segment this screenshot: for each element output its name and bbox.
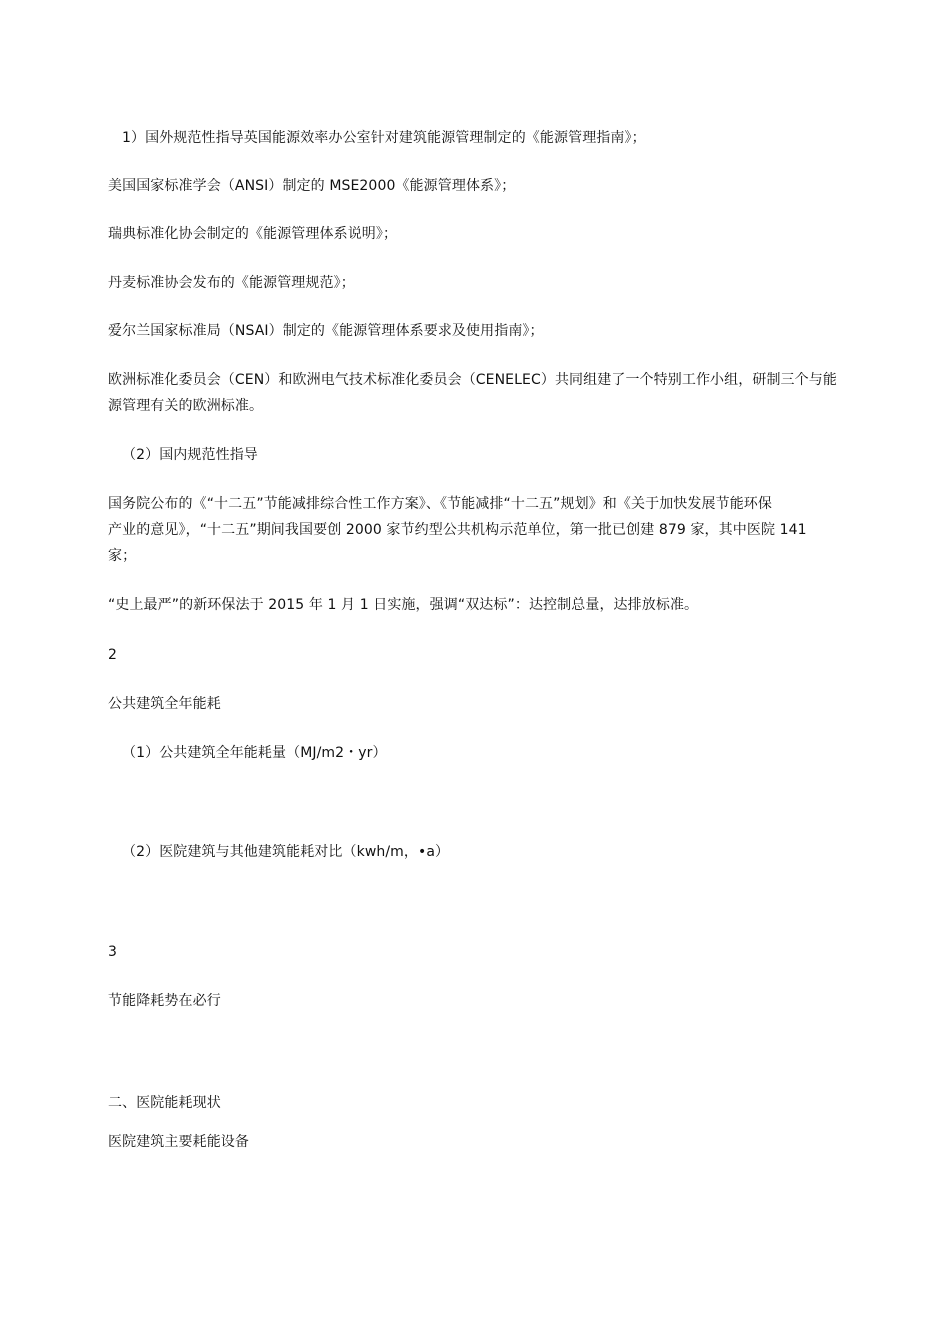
section-3-number: 3 xyxy=(108,944,118,960)
hospital-status-heading: 二、医院能耗现状 xyxy=(108,1095,221,1111)
sweden-standard-item: 瑞典标准化协会制定的《能源管理体系说明》； xyxy=(108,226,398,242)
state-council-line-2: 产业的意见》，“十二五”期间我国要创 2000 家节约型公共机构示范单位，第一批已创建 879 家，其中医院 141 xyxy=(108,522,807,538)
ansi-standard-item: 美国国家标准学会（ANSI）制定的 MSE2000《能源管理体系》； xyxy=(108,178,516,194)
state-council-line-1: 国务院公布的《“十二五”节能减排综合性工作方案》、《节能减排“十二五”规划》和《关于加快发展节能环保 xyxy=(108,496,773,512)
denmark-standard-item: 丹麦标准协会发布的《能源管理规范》； xyxy=(108,275,355,291)
state-council-paragraph xyxy=(108,491,807,569)
state-council-line-3: 家； xyxy=(108,548,137,564)
public-energy-subheading-1: （1）公共建筑全年能耗量（MJ/m2・yr） xyxy=(122,745,387,761)
public-energy-subheading-2: （2）医院建筑与其他建筑能耗对比（kwh/m，•a） xyxy=(122,844,450,860)
eu-standard-paragraph xyxy=(108,367,837,419)
hospital-equipment-heading: 医院建筑主要耗能设备 xyxy=(108,1134,249,1150)
eu-standard-line-2: 源管理有关的欧洲标准。 xyxy=(108,398,264,414)
section-2-title: 公共建筑全年能耗 xyxy=(108,696,221,712)
section-3-title: 节能降耗势在必行 xyxy=(108,993,221,1009)
eu-standard-line-1: 欧洲标准化委员会（CEN）和欧洲电气技术标准化委员会（CENELEC）共同组建了一个特别工作小组，研制三个与能 xyxy=(108,372,837,388)
domestic-guidance-heading: （2）国内规范性指导 xyxy=(122,447,258,463)
section-2-number: 2 xyxy=(108,647,118,663)
environmental-law-item: “史上最严”的新环保法于 2015 年 1 月 1 日实施，强调“双达标”：达控制总量，达排放标准。 xyxy=(108,597,699,613)
foreign-guidance-heading: 1）国外规范性指导英国能源效率办公室针对建筑能源管理制定的《能源管理指南》； xyxy=(122,130,646,146)
ireland-standard-item: 爱尔兰国家标准局（NSAI）制定的《能源管理体系要求及使用指南》； xyxy=(108,323,544,339)
